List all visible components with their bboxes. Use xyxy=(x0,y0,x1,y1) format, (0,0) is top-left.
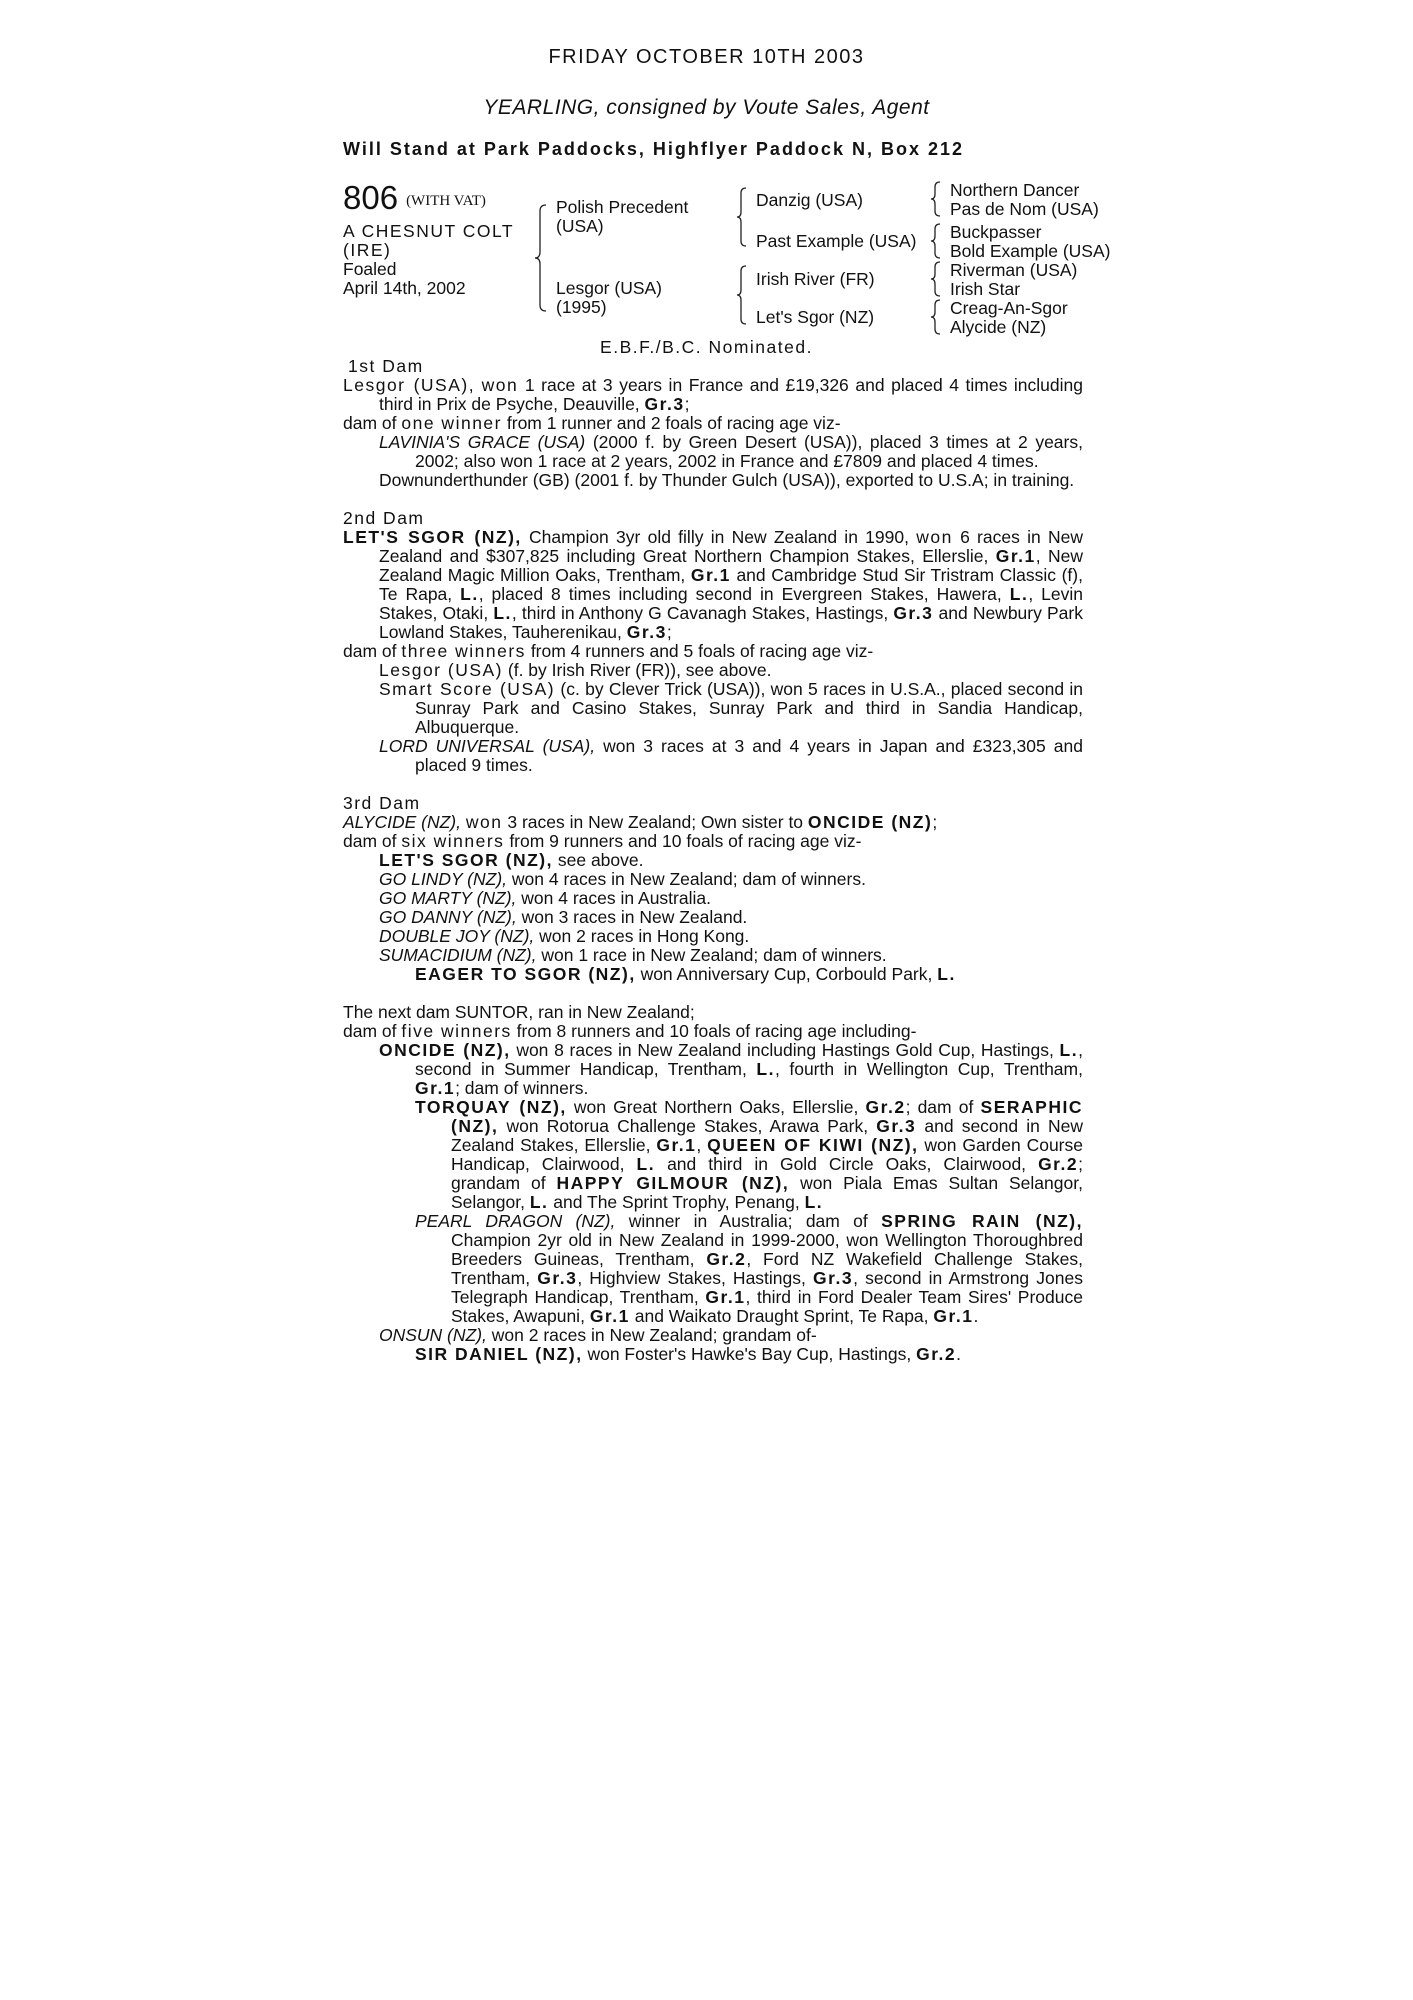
produce-entry: SUMACIDIUM (NZ), won 1 race in New Zealand; dam of winners. xyxy=(379,945,887,965)
fourth-dam-intro: The next dam SUNTOR, ran in New Zealand; xyxy=(343,1002,695,1022)
dam-name: Lesgor (USA) xyxy=(556,278,663,298)
produce-entry: GO MARTY (NZ), won 4 races in Australia. xyxy=(379,888,711,908)
foaled-date: April 14th, 2002 xyxy=(343,278,466,298)
pedigree-dam-sire: Irish River (FR) xyxy=(756,269,875,289)
pedigree-sire-brace xyxy=(736,186,750,248)
second-dam-heading: 2nd Dam xyxy=(343,508,425,528)
stand-location: Will Stand at Park Paddocks, Highflyer Paddock N, Box 212 xyxy=(343,139,964,159)
pedigree-gen3 xyxy=(950,181,1099,219)
pedigree-dam-dam: Let's Sgor (NZ) xyxy=(756,307,875,327)
pedigree-sire-dam: Past Example (USA) xyxy=(756,231,917,251)
produce-entry: DOUBLE JOY (NZ), won 2 races in Hong Kong. xyxy=(379,926,750,946)
pedigree-dam xyxy=(556,279,662,317)
horse-line-2: (IRE) xyxy=(343,240,392,260)
vat-note: (WITH VAT) xyxy=(406,193,486,209)
produce-entry: Smart Score (USA) (c. by Clever Trick (USA)), won 5 races in U.S.A., placed second in Sunray Park and Casino Stakes, Sunray Park and third in Sandia Handicap, Albuquerque. xyxy=(379,679,1084,737)
dam-year: (1995) xyxy=(556,297,607,317)
sire-name: Polish Precedent xyxy=(556,197,689,217)
first-dam-record: Lesgor (USA), won 1 race at 3 years in France and £19,326 and placed 4 times including third in Prix de Psyche, Deauville, Gr.3; xyxy=(343,375,1083,414)
pedigree-brace-g1 xyxy=(930,180,944,218)
ancestor-3: Buckpasser xyxy=(950,222,1042,242)
pedigree-gen3d xyxy=(950,299,1068,337)
catalogue-body xyxy=(343,357,1083,1364)
fourth-dam-produce: dam of five winners from 8 runners and 10 foals of racing age including- xyxy=(343,1021,917,1041)
second-dam-record: LET'S SGOR (NZ), Champion 3yr old filly in New Zealand in 1990, won 6 races in New Zealand and $307,825 including Great Northern Champion Stakes, Ellerslie, Gr.1, New Zealand Magic Million Oaks, Trentham, Gr.1 and Cambridge Stud Sir Tristram Classic (f), Te Rapa, L., placed 8 times including second in Evergreen Stakes, Hawera, L., Levin Stakes, Otaki, L., third in Anthony G Cavanagh Stakes, Hastings, Gr.3 and Newbury Park Lowland Stakes, Tauherenikau, Gr.3; xyxy=(343,527,1083,642)
produce-entry: GO DANNY (NZ), won 3 races in New Zealand. xyxy=(379,907,748,927)
produce-entry: GO LINDY (NZ), won 4 races in New Zealand; dam of winners. xyxy=(379,869,866,889)
produce-entry: ONSUN (NZ), won 2 races in New Zealand; grandam of- xyxy=(379,1325,817,1345)
produce-entry: ONCIDE (NZ), won 8 races in New Zealand including Hastings Gold Cup, Hastings, L., second in Summer Handicap, Trentham, L., fourth in Wellington Cup, Trentham, Gr.1; dam of winners. xyxy=(379,1040,1083,1098)
pedigree-brace-g4 xyxy=(930,298,944,336)
produce-entry: LET'S SGOR (NZ), see above. xyxy=(379,850,644,870)
consignment-line: YEARLING, consigned by Voute Sales, Agent xyxy=(483,96,930,119)
pedigree-brace-g3 xyxy=(930,260,944,298)
lot-number: 806 xyxy=(343,179,399,216)
foaled-info xyxy=(343,260,466,298)
third-dam-heading: 3rd Dam xyxy=(343,793,421,813)
produce-entry: TORQUAY (NZ), won Great Northern Oaks, Ellerslie, Gr.2; dam of SERAPHIC (NZ), won Rotorua Challenge Stakes, Arawa Park, Gr.3 and second in New Zealand Stakes, Ellerslie, Gr.1, QUEEN OF KIWI (NZ), won Garden Course Handicap, Clairwood, L. and third in Gold Circle Oaks, Clairwood, Gr.2; grandam of HAPPY GILMOUR (NZ), won Piala Emas Sultan Selangor, Selangor, L. and The Sprint Trophy, Penang, L. xyxy=(415,1097,1083,1212)
pedigree-gen3b xyxy=(950,223,1110,261)
first-dam-produce: dam of one winner from 1 runner and 2 foals of racing age viz- xyxy=(343,413,841,433)
produce-entry: LAVINIA'S GRACE (USA) (2000 f. by Green Desert (USA)), placed 3 times at 2 years, 2002; also won 1 race at 2 years, 2002 in France and £7809 and placed 4 times. xyxy=(379,432,1083,471)
second-dam-produce: dam of three winners from 4 runners and 5 foals of racing age viz- xyxy=(343,641,874,661)
pedigree-gen3c xyxy=(950,261,1077,299)
ancestor-7: Creag-An-Sgor xyxy=(950,298,1068,318)
produce-entry: SIR DANIEL (NZ), won Foster's Hawke's Bay Cup, Hastings, Gr.2. xyxy=(415,1344,962,1364)
third-dam-record: ALYCIDE (NZ), won 3 races in New Zealand; Own sister to ONCIDE (NZ); xyxy=(343,812,938,832)
foaled-label: Foaled xyxy=(343,259,397,279)
ancestor-5: Riverman (USA) xyxy=(950,260,1078,280)
pedigree-main-brace xyxy=(534,202,554,314)
produce-entry: EAGER TO SGOR (NZ), won Anniversary Cup, Corbould Park, L. xyxy=(415,964,956,984)
horse-description xyxy=(343,222,514,260)
lot-number-block xyxy=(343,180,486,219)
sire-country: (USA) xyxy=(556,216,604,236)
first-dam-heading: 1st Dam xyxy=(348,356,424,376)
horse-line-1: A CHESNUT COLT xyxy=(343,221,515,241)
produce-entry: Downunderthunder (GB) (2001 f. by Thunder Gulch (USA)), exported to U.S.A; in training. xyxy=(379,470,1075,490)
pedigree-sire-sire: Danzig (USA) xyxy=(756,190,863,210)
ancestor-4: Bold Example (USA) xyxy=(950,241,1111,261)
ancestor-8: Alycide (NZ) xyxy=(950,317,1047,337)
third-dam-produce: dam of six winners from 9 runners and 10 foals of racing age viz- xyxy=(343,831,862,851)
ancestor-1: Northern Dancer xyxy=(950,180,1080,200)
pedigree-dam-brace xyxy=(736,264,750,326)
pedigree-brace-g2 xyxy=(930,222,944,260)
produce-entry: LORD UNIVERSAL (USA), won 3 races at 3 and 4 years in Japan and £323,305 and placed 9 times. xyxy=(379,736,1083,775)
nomination-note: E.B.F./B.C. Nominated. xyxy=(600,337,813,357)
ancestor-2: Pas de Nom (USA) xyxy=(950,199,1099,219)
sale-date: FRIDAY OCTOBER 10TH 2003 xyxy=(548,46,865,68)
pedigree-sire xyxy=(556,198,688,236)
produce-entry: PEARL DRAGON (NZ), winner in Australia; dam of SPRING RAIN (NZ), Champion 2yr old in New Zealand in 1999-2000, won Wellington Thoroughbred Breeders Guineas, Trentham, Gr.2, Ford NZ Wakefield Challenge Stakes, Trentham, Gr.3, Highview Stakes, Hastings, Gr.3, second in Armstrong Jones Telegraph Handicap, Trentham, Gr.1, third in Ford Dealer Team Sires' Produce Stakes, Awapuni, Gr.1 and Waikato Draught Sprint, Te Rapa, Gr.1. xyxy=(415,1211,1084,1326)
produce-entry: Lesgor (USA) (f. by Irish River (FR)), see above. xyxy=(379,660,772,680)
ancestor-6: Irish Star xyxy=(950,279,1021,299)
